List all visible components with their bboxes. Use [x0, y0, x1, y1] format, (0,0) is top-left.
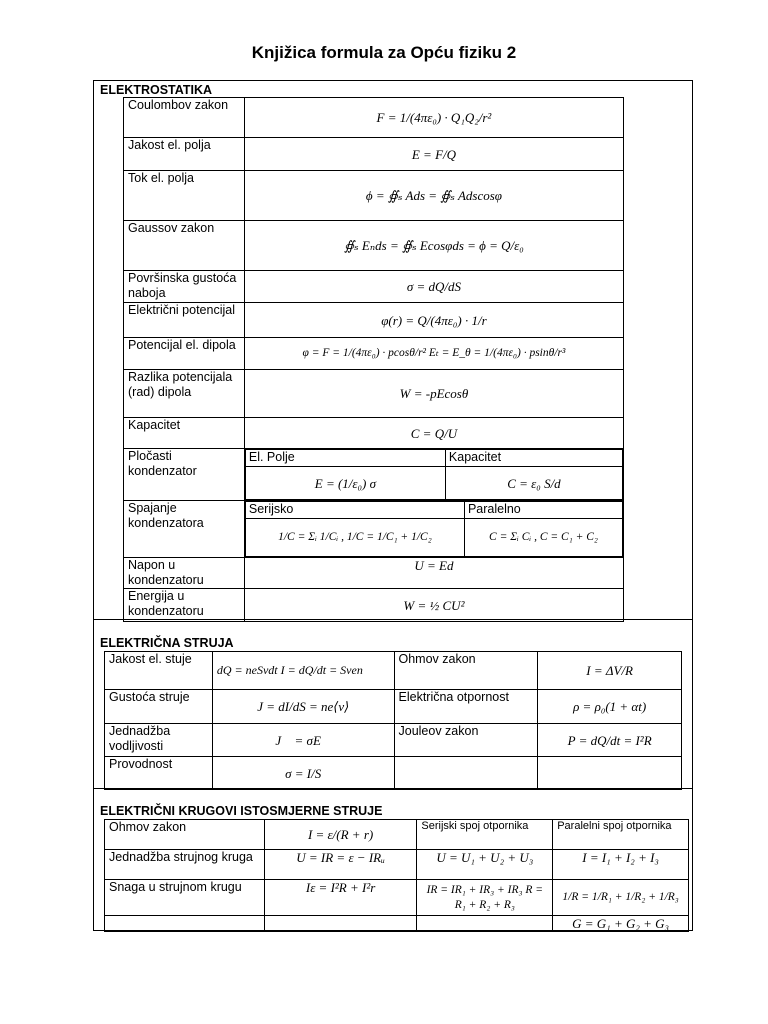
row-label: Jakost el. stuje	[105, 652, 213, 690]
empty-cell	[394, 757, 538, 790]
subheader-series: Serijsko	[245, 502, 464, 519]
combining-capacitors-cell	[244, 501, 623, 558]
row-label: Napon u kondenzatoru	[124, 558, 245, 589]
formula: E = F/Q	[244, 138, 623, 171]
table-row	[105, 880, 689, 916]
formula: W = -pEcosθ	[244, 370, 623, 418]
subheader-capacitance: Kapacitet	[445, 450, 622, 467]
column-header-parallel: Paralelni spoj otpornika	[553, 820, 689, 850]
section-divider	[94, 619, 692, 620]
table-row	[124, 303, 624, 338]
formula: ϕ = ∯ₛ Ads = ∯ₛ Adscosφ	[244, 171, 623, 221]
table-row	[124, 338, 624, 370]
table-row	[124, 138, 624, 171]
row-label: Provodnost	[105, 757, 213, 790]
formula: σ = dQ/dS	[244, 271, 623, 303]
formula: P = dQ/dt = I²R	[538, 724, 682, 757]
row-label: Coulombov zakon	[124, 98, 245, 138]
formula: E = (1/ε₀) σ	[245, 467, 445, 500]
row-label: Jednadžba strujnog kruga	[105, 850, 265, 880]
formula: J = dI/dS = ne⟨v⟩	[212, 690, 394, 724]
row-label: Električna otpornost	[394, 690, 538, 724]
row-label: Potencijal el. dipola	[124, 338, 245, 370]
formula-sheet-frame	[93, 80, 693, 931]
table-row	[105, 850, 689, 880]
formula: σ = I/S	[212, 757, 394, 790]
section-divider	[94, 788, 692, 789]
column-header-series: Serijski spoj otpornika	[417, 820, 553, 850]
table-row	[105, 757, 682, 790]
table-row	[105, 652, 682, 690]
table-row	[124, 98, 624, 138]
formula: U = Ed	[244, 558, 623, 589]
combining-capacitors-subtable	[245, 501, 623, 557]
row-label: Energija u kondenzatoru	[124, 589, 245, 622]
plate-capacitor-subtable	[245, 449, 623, 500]
table-row	[124, 501, 624, 558]
row-label: Jouleov zakon	[394, 724, 538, 757]
formula: Iε = I²R + I²r	[264, 880, 417, 916]
formula: W = ½ CU²	[244, 589, 623, 622]
row-label: Električni potencijal	[124, 303, 245, 338]
formula: U = U₁ + U₂ + U₃	[417, 850, 553, 880]
row-label: Gaussov zakon	[124, 221, 245, 271]
row-label: Pločasti kondenzator	[124, 449, 245, 501]
row-label: Ohmov zakon	[105, 820, 265, 850]
formula: C = ε₀ S/d	[445, 467, 622, 500]
table-row	[124, 589, 624, 622]
row-label: Površinska gustoća naboja	[124, 271, 245, 303]
empty-cell	[105, 916, 265, 932]
table-row	[124, 171, 624, 221]
subheader-field: El. Polje	[245, 450, 445, 467]
formula: 1/R = 1/R₁ + 1/R₂ + 1/R₃	[553, 880, 689, 916]
table-row	[124, 370, 624, 418]
page-title: Knjižica formula za Opću fiziku 2	[251, 43, 517, 62]
section-heading-dc-circuits: ELEKTRIČNI KRUGOVI ISTOSMJERNE STRUJE	[100, 804, 383, 818]
formula: ∯ₛ Eₙds = ∯ₛ Ecosφds = ϕ = Q/ε₀	[244, 221, 623, 271]
current-table	[104, 651, 682, 790]
table-row	[105, 820, 689, 850]
formula: IR = IR₁ + IR₃ + IR₃ R = R₁ + R₂ + R₃	[417, 880, 553, 916]
row-label: Gustoća struje	[105, 690, 213, 724]
formula: φ(r) = Q/(4πε₀) · 1/r	[244, 303, 623, 338]
formula: C = Q/U	[244, 418, 623, 449]
row-label: Kapacitet	[124, 418, 245, 449]
table-row	[105, 690, 682, 724]
dc-circuits-table	[104, 819, 689, 932]
table-row	[105, 916, 689, 932]
formula: F = 1/(4πε₀) · Q₁Q₂/r²	[244, 98, 623, 138]
row-label: Jednadžba vodljivosti	[105, 724, 213, 757]
table-row	[124, 221, 624, 271]
section-heading-current: ELEKTRIČNA STRUJA	[100, 636, 234, 650]
formula: G = G₁ + G₂ + G₃	[553, 916, 689, 932]
row-label: Spajanje kondenzatora	[124, 501, 245, 558]
formula: I = I₁ + I₂ + I₃	[553, 850, 689, 880]
formula: I = ΔV/R	[538, 652, 682, 690]
table-row	[124, 449, 624, 501]
empty-cell	[264, 916, 417, 932]
row-label: Snaga u strujnom krugu	[105, 880, 265, 916]
table-row	[124, 558, 624, 589]
formula: J⃗ = σE⃗	[212, 724, 394, 757]
section-heading-electrostatics: ELEKTROSTATIKA	[100, 83, 213, 97]
formula: C = Σᵢ Cᵢ , C = C₁ + C₂	[464, 519, 622, 557]
formula: ρ = ρ₀(1 + αt)	[538, 690, 682, 724]
table-row	[124, 271, 624, 303]
row-label: Razlika potencijala (rad) dipola	[124, 370, 245, 418]
empty-cell	[538, 757, 682, 790]
formula: U = IR = ε − IRᵤ	[264, 850, 417, 880]
plate-capacitor-cell	[244, 449, 623, 501]
formula: φ = F = 1/(4πε₀) · pcosθ/r² Eₜ = E_θ = 1/(4πε₀) · psinθ/r³	[244, 338, 623, 370]
subheader-parallel: Paralelno	[464, 502, 622, 519]
table-row	[105, 724, 682, 757]
electrostatics-table	[123, 97, 624, 622]
formula: I = ε/(R + r)	[264, 820, 417, 850]
row-label: Jakost el. polja	[124, 138, 245, 171]
row-label: Tok el. polja	[124, 171, 245, 221]
empty-cell	[417, 916, 553, 932]
row-label: Ohmov zakon	[394, 652, 538, 690]
formula: dQ = neSvdt I = dQ/dt = Sven	[212, 652, 394, 690]
table-row	[124, 418, 624, 449]
formula: 1/C = Σᵢ 1/Cᵢ , 1/C = 1/C₁ + 1/C₂	[245, 519, 464, 557]
